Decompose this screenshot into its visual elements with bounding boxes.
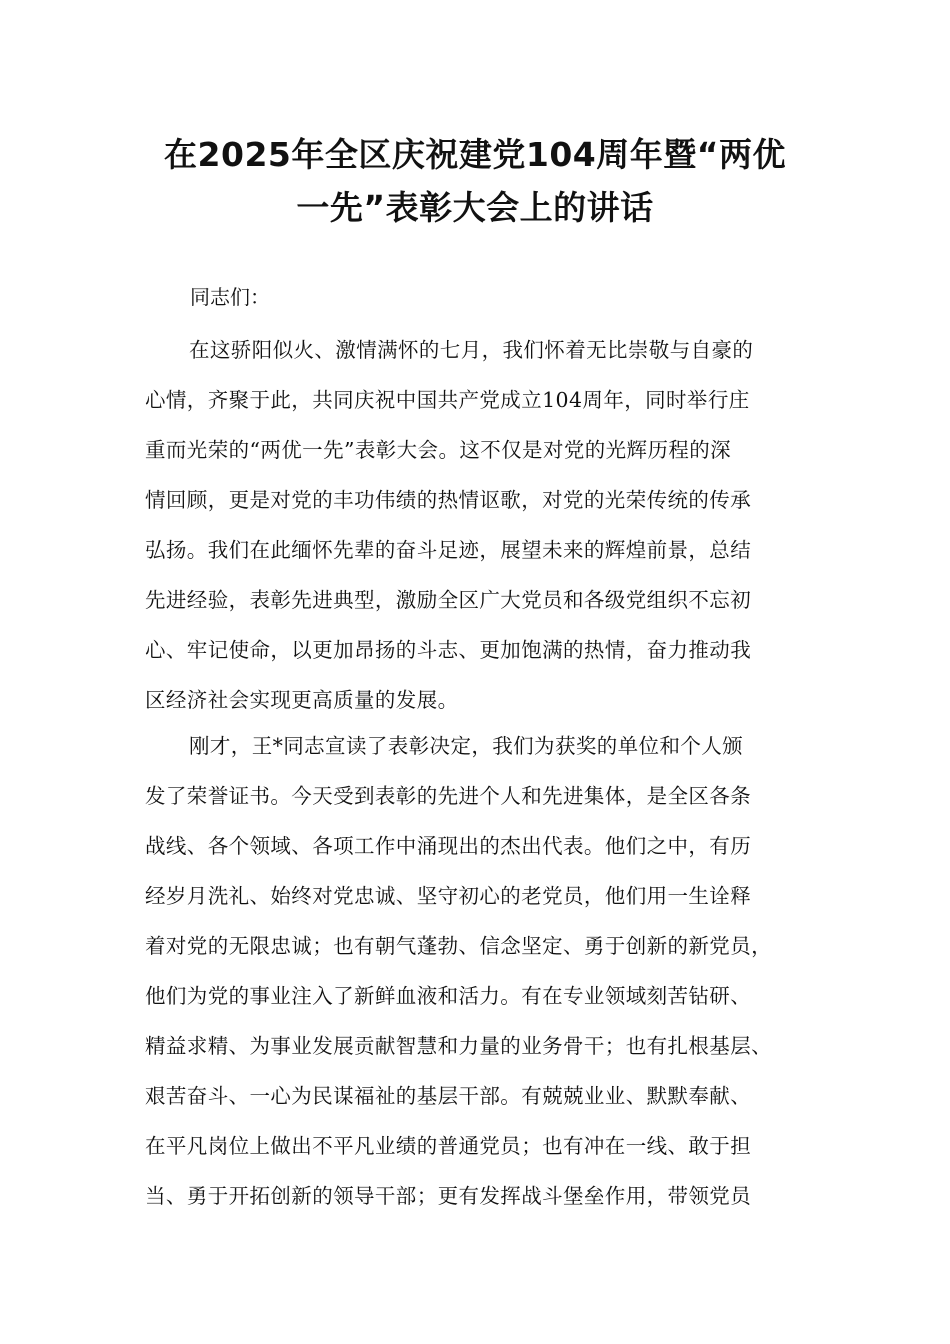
paragraph-line: 他们为党的事业注入了新鲜血液和活力。有在专业领域刻苦钻研、 xyxy=(145,984,752,1008)
paragraph-line: 艰苦奋斗、一心为民谋福祉的基层干部。有兢兢业业、默默奉献、 xyxy=(145,1084,752,1108)
page-title xyxy=(140,128,810,234)
paragraph-line: 在这骄阳似火、激情满怀的七月，我们怀着无比崇敬与自豪的 xyxy=(189,338,754,362)
paragraph-line: 弘扬。我们在此缅怀先辈的奋斗足迹，展望未来的辉煌前景，总结 xyxy=(145,538,752,562)
title-line: 在2025年全区庆祝建党104周年暨“两优 xyxy=(164,135,786,174)
paragraph-line: 发了荣誉证书。今天受到表彰的先进个人和先进集体，是全区各条 xyxy=(145,784,752,808)
paragraph-line: 心、牢记使命，以更加昂扬的斗志、更加饱满的热情，奋力推动我 xyxy=(145,638,752,662)
paragraph-line: 在平凡岗位上做出不平凡业绩的普通党员；也有冲在一线、敢于担 xyxy=(145,1134,752,1158)
paragraph-line: 着对党的无限忠诚；也有朝气蓬勃、信念坚定、勇于创新的新党员， xyxy=(145,934,772,958)
paragraph-line: 刚才，王*同志宣读了表彰决定，我们为获奖的单位和个人颁 xyxy=(189,734,744,758)
paragraph-line: 区经济社会实现更高质量的发展。 xyxy=(145,688,459,712)
paragraph-line: 战线、各个领域、各项工作中涌现出的杰出代表。他们之中，有历 xyxy=(145,834,752,858)
paragraph-line: 精益求精、为事业发展贡献智慧和力量的业务骨干；也有扎根基层、 xyxy=(145,1034,772,1058)
paragraph xyxy=(145,335,805,735)
paragraph-line: 重而光荣的“两优一先”表彰大会。这不仅是对党的光辉历程的深 xyxy=(145,438,732,462)
paragraph-line: 心情，齐聚于此，共同庆祝中国共产党成立104周年，同时举行庄 xyxy=(145,388,750,412)
paragraph-line: 情回顾，更是对党的丰功伟绩的热情讴歌，对党的光荣传统的传承 xyxy=(145,488,752,512)
title-line: 一先”表彰大会上的讲话 xyxy=(296,188,654,227)
salutation: 同志们： xyxy=(190,285,270,309)
paragraph-line: 当、勇于开拓创新的领导干部；更有发挥战斗堡垒作用，带领党员 xyxy=(145,1184,752,1208)
paragraph xyxy=(145,731,805,1231)
paragraph-line: 先进经验，表彰先进典型，激励全区广大党员和各级党组织不忘初 xyxy=(145,588,752,612)
paragraph-line: 经岁月洗礼、始终对党忠诚、坚守初心的老党员，他们用一生诠释 xyxy=(145,884,752,908)
